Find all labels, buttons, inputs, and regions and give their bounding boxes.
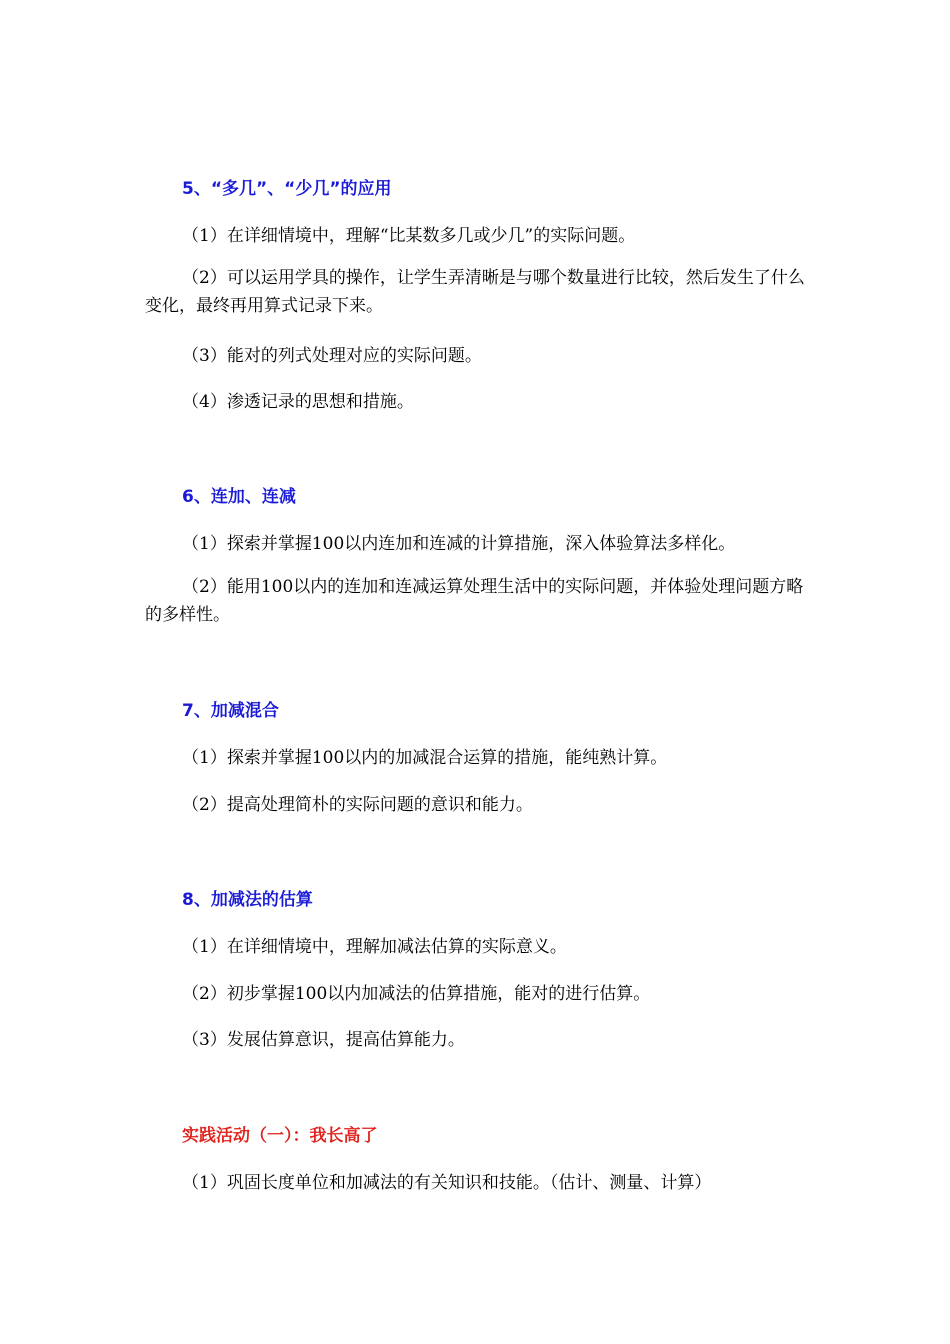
practice-activity-item-1: （1）巩固长度单位和加减法的有关知识和技能。（估计、测量、计算）	[182, 1173, 712, 1193]
section-8-item-2: （2）初步掌握100以内加减法的估算措施，能对的进行估算。	[182, 984, 651, 1004]
section-6-heading: 6、连加、连减	[182, 487, 296, 507]
section-5-item-2: （2）可以运用学具的操作，让学生弄清晰是与哪个数量进行比较，然后发生了什么变化，最终再用算式记录下来。	[145, 268, 805, 316]
section-5-item-4: （4）渗透记录的思想和措施。	[182, 392, 414, 412]
section-5-heading: 5、“多几”、“少几”的应用	[182, 179, 392, 199]
practice-activity-heading: 实践活动（一）：我长高了	[182, 1126, 378, 1146]
section-7-heading: 7、加减混合	[182, 701, 279, 721]
section-8-item-3: （3）发展估算意识，提高估算能力。	[182, 1030, 465, 1050]
section-6-item-2: （2）能用100以内的连加和连减运算处理生活中的实际问题，并体验处理问题方略的多样性。	[145, 577, 804, 625]
section-5-item-3: （3）能对的列式处理对应的实际问题。	[182, 346, 482, 366]
section-6-item-1: （1）探索并掌握100以内连加和连减的计算措施，深入体验算法多样化。	[182, 534, 736, 554]
section-5-item-1: （1）在详细情境中，理解“比某数多几或少几”的实际问题。	[182, 226, 636, 246]
section-7-item-1: （1）探索并掌握100以内的加减混合运算的措施，能纯熟计算。	[182, 748, 668, 768]
section-8-heading: 8、加减法的估算	[182, 890, 313, 910]
section-7-item-2: （2）提高处理简朴的实际问题的意识和能力。	[182, 795, 533, 815]
section-8-item-1: （1）在详细情境中，理解加减法估算的实际意义。	[182, 937, 567, 957]
